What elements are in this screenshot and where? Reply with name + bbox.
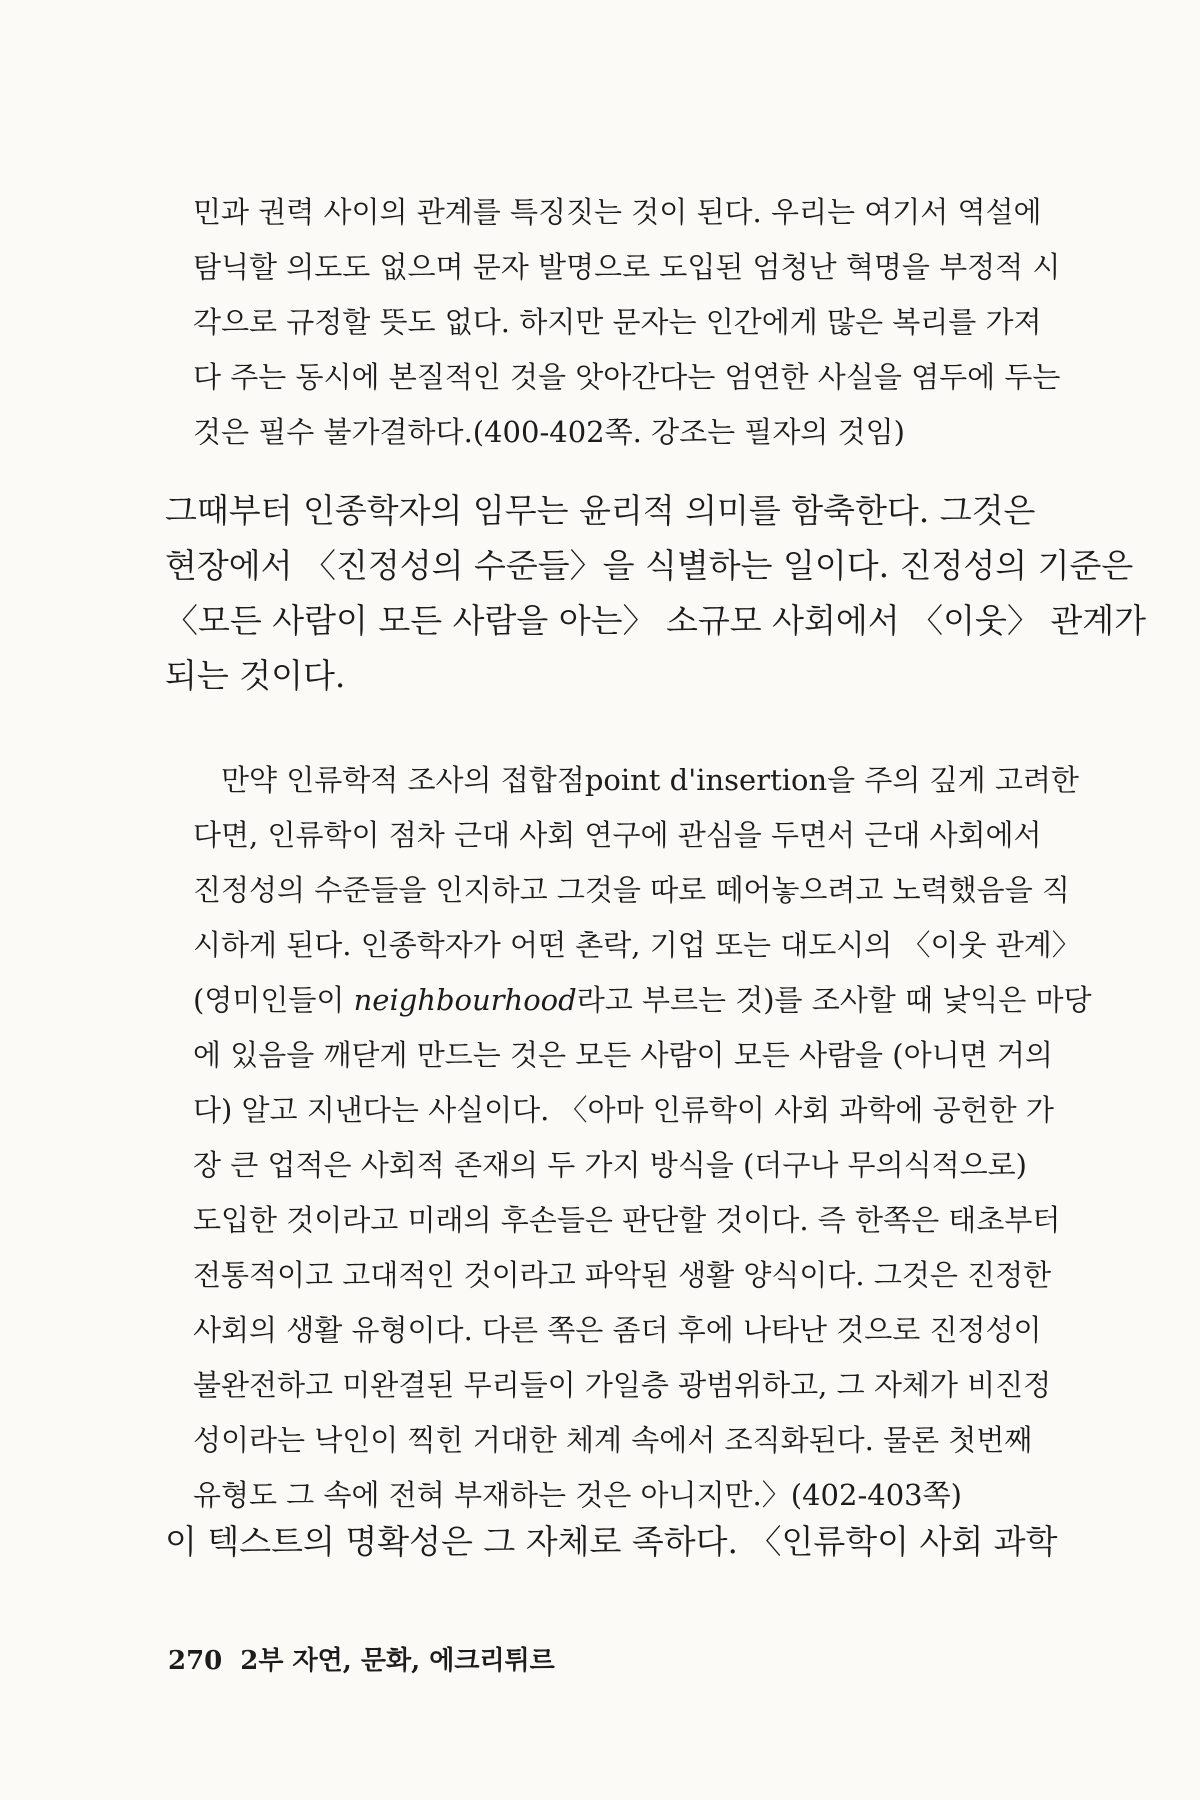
text-line: 탐닉할 의도도 없으며 문자 발명으로 도입된 엄청난 혁명을 부정적 시 (193, 250, 1061, 284)
text-line: 〈모든 사람이 모든 사람을 아는〉 소규모 사회에서 〈이웃〉 관계가 (165, 601, 1146, 640)
text-line: 현장에서 〈진정성의 수준들〉을 식별하는 일이다. 진정성의 기준은 (165, 546, 1134, 585)
foreign-term: neighbourhood (353, 983, 577, 1017)
page-number: 270 (168, 1646, 223, 1676)
running-title: 2부 자연, 문화, 에크리튀르 (240, 1646, 555, 1676)
text-line: 각으로 규정할 뜻도 없다. 하지만 문자는 인간에게 많은 복리를 가져 (193, 305, 1042, 339)
text-line: 유형도 그 속에 전혀 부재하는 것은 아니지만.〉(402-403쪽) (193, 1478, 962, 1512)
text-line: 장 큰 업적은 사회적 존재의 두 가지 방식을 (더구나 무의식적으로) (193, 1148, 1027, 1182)
text-line: 사회의 생활 유형이다. 다른 쪽은 좀더 후에 나타난 것으로 진정성이 (193, 1313, 1042, 1347)
text-line: 다면, 인류학이 점차 근대 사회 연구에 관심을 두면서 근대 사회에서 (193, 818, 1042, 852)
text-line (193, 973, 1092, 1028)
text-line: 에 있음을 깨닫게 만드는 것은 모든 사람이 모든 사람을 (아니면 거의 (193, 1038, 1053, 1072)
text-line: 민과 권력 사이의 관계를 특징짓는 것이 된다. 우리는 여기서 역설에 (193, 195, 1042, 229)
text-segment: 라고 부르는 것)를 조사할 때 낯익은 마당 (576, 983, 1092, 1017)
text-line: 진정성의 수준들을 인지하고 그것을 따로 떼어놓으려고 노력했음을 직 (193, 873, 1070, 907)
text-line: 다) 알고 지낸다는 사실이다. 〈아마 인류학이 사회 과학에 공헌한 가 (193, 1093, 1054, 1127)
text-segment: (영미인들이 (193, 983, 354, 1017)
text-line: 되는 것이다. (165, 656, 346, 695)
text-line: 만약 인류학적 조사의 접합점point d'insertion을 주의 깊게 고려한 (221, 763, 1079, 797)
text-line: 도입한 것이라고 미래의 후손들은 판단할 것이다. 즉 한쪽은 태초부터 (193, 1203, 1061, 1237)
block-quote-1 (193, 185, 1061, 460)
body-paragraph-2 (165, 1514, 1058, 1569)
text-line: 다 주는 동시에 본질적인 것을 앗아간다는 엄연한 사실을 염두에 두는 (193, 360, 1061, 394)
block-quote-2 (193, 753, 1092, 1523)
body-paragraph-1 (165, 483, 1146, 703)
text-line: 그때부터 인종학자의 임무는 윤리적 의미를 함축한다. 그것은 (165, 491, 1036, 530)
text-line: 이 텍스트의 명확성은 그 자체로 족하다. 〈인류학이 사회 과학 (165, 1522, 1058, 1561)
text-line: 전통적이고 고대적인 것이라고 파악된 생활 양식이다. 그것은 진정한 (193, 1258, 1052, 1292)
text-line: 성이라는 낙인이 찍힌 거대한 체계 속에서 조직화된다. 물론 첫번째 (193, 1423, 1033, 1457)
text-line: 불완전하고 미완결된 무리들이 가일층 광범위하고, 그 자체가 비진정 (193, 1368, 1052, 1402)
text-line: 시하게 된다. 인종학자가 어떤 촌락, 기업 또는 대도시의 〈이웃 관계〉 (193, 928, 1081, 962)
page-footer (168, 1640, 555, 1677)
text-line: 것은 필수 불가결하다.(400-402쪽. 강조는 필자의 것임) (193, 415, 905, 449)
